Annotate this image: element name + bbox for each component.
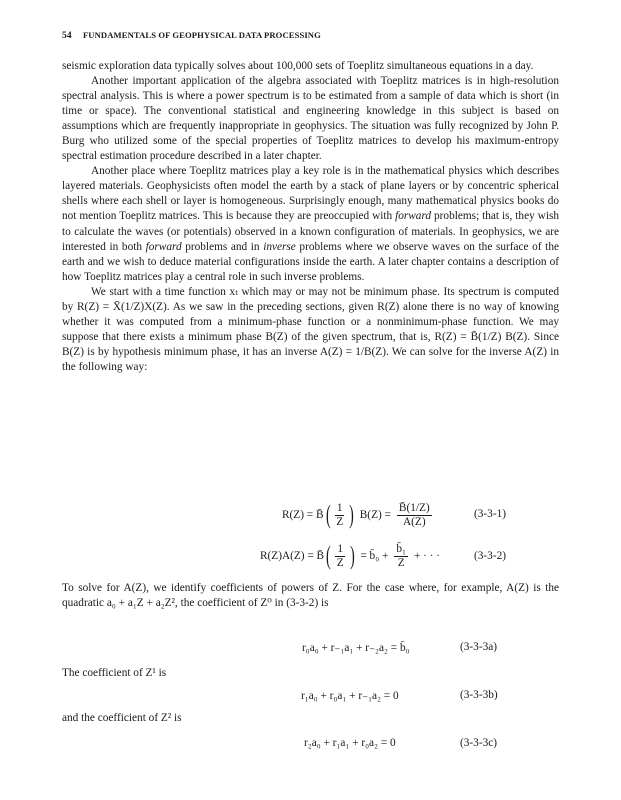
paragraph-4: We start with a time function xₜ which may or may not be minimum phase. Its spectrum is computed by R(Z) = X̄(1/Z)X(Z). As we saw in the preceding sections, given R(Z) alone there is no way of knowing whether it was computed from a minimum-phase function or a nonminimum-phase function. We may suppose that there exists a minimum phase B(Z) of the given spectrum, that is, R(Z) = B̄(1/Z) B(Z). Since B(Z) is by hypothesis minimum phase, it has an inverse A(Z) = 1/B(Z). We can solve for the inverse A(Z) in the following way: xyxy=(62,285,559,373)
eq2-tail: + · · · xyxy=(413,550,441,562)
eq2-frac-num: b̄₁ xyxy=(396,542,406,555)
eq1-paren-fraction xyxy=(334,502,345,529)
eq1-fraction xyxy=(397,502,432,529)
paragraph-3-part-b: problems; that is, they wish to calculate the waves (or potentials) observed in a known configuration of materials. In geophysics, we are interested in both xyxy=(62,210,559,253)
emph-inverse: inverse xyxy=(263,240,296,253)
paragraph-7: and the coefficient of Z² is xyxy=(62,712,182,724)
equation-label-3-3-3c: (3-3-3c) xyxy=(460,737,498,749)
eq2-paren-num: 1 xyxy=(337,542,344,555)
paragraph-1: seismic exploration data typically solves about 100,000 sets of Toeplitz simultaneous equations in a day. xyxy=(62,60,534,72)
eq1-close-paren: ) xyxy=(349,500,354,529)
eq2-close-paren: ) xyxy=(349,541,355,570)
equation-3-3-1 xyxy=(282,495,434,535)
eq2-open-paren: ( xyxy=(326,541,331,570)
equation-3-3-3b: r₁a₀ + r₀a₁ + r₋₁a₂ = 0 xyxy=(301,690,399,702)
equation-3-3-3c: r₂a₀ + r₁a₁ + r₀a₂ = 0 xyxy=(304,737,396,749)
paragraph-5: To solve for A(Z), we identify coefficients of powers of Z. For the case where, for example, A(Z) is the quadratic a₀ + a₁Z + a₂Z², the coefficient of Z⁰ in (3-3-2) is xyxy=(62,582,559,610)
body-text xyxy=(62,59,559,375)
emph-forward-2: forward xyxy=(145,240,182,253)
running-title: FUNDAMENTALS OF GEOPHYSICAL DATA PROCESSING xyxy=(82,30,321,40)
eq1-frac-num: B̄(1/Z) xyxy=(398,501,430,514)
eq1-mid: B(Z) = xyxy=(359,509,391,521)
equation-label-3-3-1: (3-3-1) xyxy=(474,508,506,520)
paragraph-3-part-c: problems and in xyxy=(181,240,264,253)
paragraph-3-part-a: Another place where Toeplitz matrices play a key role is in the mathematical physics which describes layered materials. Geophysicists often model the earth by a stack of plane layers or by concentric spherical shells where each shell or layer is homogeneous. Surprisingly enough, many mathematical physics books do not mention Toeplitz matrices. This is because they are preoccupied with xyxy=(62,165,559,223)
paragraph-6: The coefficient of Z¹ is xyxy=(62,667,167,679)
running-header xyxy=(62,30,321,41)
paragraph-2: Another important application of the algebra associated with Toeplitz matrices is in high-resolution spectral analysis. This is where a power spectrum is to be estimated from a sample of data which is short (in time or space). The conventional statistical and engineering knowledge in this subject is based on assumptions which are frequently inappropriate in geophysics. The situation was fully recognized by John P. Burg who utilized some of the special properties of Toeplitz matrices to develop his maximum-entropy spectral estimation procedure described in a later chapter. xyxy=(62,75,559,163)
equation-3-3-3a: r₀a₀ + r₋₁a₁ + r₋₂a₂ = b̄₀ xyxy=(302,642,410,654)
paragraph-3-part-d: problems where we observe waves on the surface of the earth and we wish to deduce material configurations inside the earth. A later chapter contains a description of how Toeplitz matrices play a central role in such inverse problems. xyxy=(62,240,559,283)
eq1-paren-den: Z xyxy=(336,515,344,528)
eq2-paren-den: Z xyxy=(336,556,344,569)
equation-3-3-2 xyxy=(260,536,440,576)
eq1-frac-den: A(Z) xyxy=(403,515,426,528)
eq2-fraction xyxy=(394,543,408,570)
eq1-lhs: R(Z) = B̄ xyxy=(282,509,324,521)
page-number: 54 xyxy=(62,31,72,41)
eq1-paren-num: 1 xyxy=(336,501,343,514)
paragraph-3 xyxy=(62,164,559,284)
eq2-mid: = b̄₀ + xyxy=(360,550,389,562)
equation-label-3-3-2: (3-3-2) xyxy=(474,550,506,562)
eq1-open-paren: ( xyxy=(325,500,331,529)
equation-label-3-3-3b: (3-3-3b) xyxy=(460,689,498,701)
equation-label-3-3-3a: (3-3-3a) xyxy=(460,641,498,653)
eq2-lhs: R(Z)A(Z) = B̄ xyxy=(260,550,325,562)
eq2-frac-den: Z xyxy=(397,556,405,569)
emph-forward-1: forward xyxy=(395,210,432,223)
eq2-paren-fraction xyxy=(335,543,346,570)
